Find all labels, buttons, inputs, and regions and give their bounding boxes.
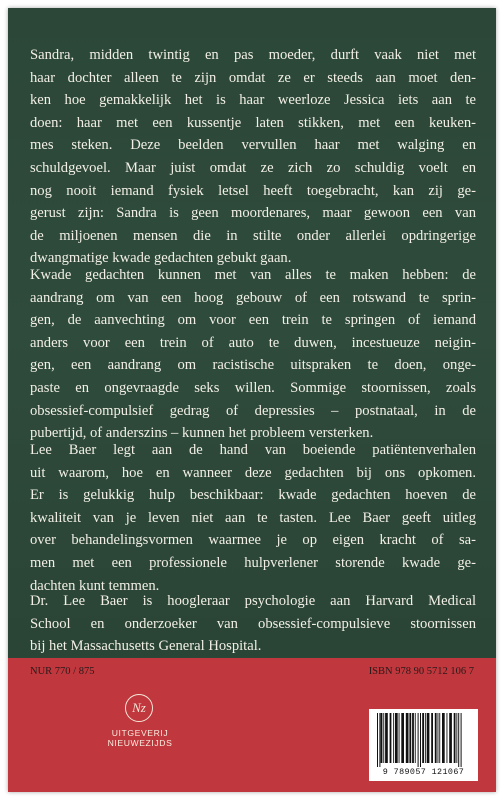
- text-line: gen, de aanvechting om voor een trein te springen of iemand: [30, 312, 476, 329]
- barcode-bar: [458, 713, 459, 767]
- barcode-bar: [377, 713, 378, 767]
- isbn-code: ISBN 978 90 5712 106 7: [368, 666, 474, 677]
- paragraph-lee-baer: [30, 439, 476, 597]
- barcode-bar: [383, 713, 384, 763]
- barcode-bar: [399, 713, 400, 763]
- text-line: schuldgevoel. Maar juist omdat ze zich zo schuldig voelt en: [30, 159, 476, 176]
- text-line: dwangmatige kwade gedachten gebukt gaan.: [30, 250, 292, 267]
- barcode-bar: [442, 713, 445, 763]
- publisher-logo: [125, 694, 153, 722]
- text-line: School en onderzoeker van obsessief-compulsieve stoornissen: [30, 615, 476, 632]
- text-line: kwaliteit van je leven niet aan te tasten. Lee Baer geeft uitleg: [30, 509, 476, 526]
- barcode-bar: [435, 713, 437, 763]
- barcode-bar: [454, 713, 456, 763]
- text-line: Lee Baer legt aan de hand van boeiende patiëntenverhalen: [30, 442, 476, 458]
- book-back-cover: [8, 8, 496, 792]
- barcode-bar: [422, 713, 424, 763]
- barcode-bar: [393, 713, 394, 763]
- paragraph-sandra: [30, 44, 476, 270]
- text-line: gerust zijn: Sandra is geen moordenares, maar gewoon een van: [30, 205, 476, 222]
- text-line: Kwade gedachten kunnen met van alles te maken hebben: de: [30, 267, 476, 283]
- text-line: over behandelingsvormen waarmee je op eigen kracht of sa-: [30, 532, 476, 549]
- barcode-bar: [390, 713, 392, 763]
- text-line: men met een professionele hulpverlener storende kwade ge-: [30, 554, 476, 571]
- barcode-bar: [409, 713, 411, 763]
- barcode-bars: [375, 713, 472, 767]
- text-line: ken hoe gemakkelijk het is haar weerloze Jessica iets aan te: [30, 92, 476, 109]
- text-line: Dr. Lee Baer is hoogleraar psychologie aan Harvard Medical: [30, 593, 476, 609]
- text-line: doen: haar met een kussentje laten stikken, met een keuken-: [30, 114, 476, 131]
- text-line: paste en ongevraagde seks willen. Sommige stoornissen, zoals: [30, 379, 476, 396]
- text-line: obsessief-compulsief gedrag of depressies – postnataal, in de: [30, 402, 476, 419]
- barcode-bar: [401, 713, 404, 763]
- barcode-bar: [395, 713, 398, 763]
- text-line: nog nooit iemand fysiek letsel heeft toegebracht, kan zij ge-: [30, 182, 476, 199]
- barcode-bar: [385, 713, 388, 763]
- barcode-bar: [406, 713, 409, 763]
- text-line: de miljoenen mensen die in stilte onder allerlei opdringerige: [30, 227, 476, 244]
- barcode: [369, 709, 478, 781]
- barcode-bar: [438, 713, 439, 763]
- text-line: aandrang om van een hoog gebouw of een rotswand te sprin-: [30, 289, 476, 306]
- text-line: dachten kunt temmen.: [30, 577, 160, 594]
- text-line: mes steken. Deze beelden vervullen haar met walging en: [30, 137, 476, 154]
- barcode-bar: [425, 713, 426, 763]
- barcode-bar: [415, 713, 416, 763]
- barcode-bar: [412, 713, 414, 763]
- barcode-bar: [461, 713, 462, 767]
- barcode-bar: [431, 713, 433, 763]
- barcode-number: 9 789057 121067: [382, 767, 465, 777]
- text-line: gen, een aandrang om racistische uitspraken te doen, onge-: [30, 357, 476, 374]
- nur-code: NUR 770 / 875: [30, 666, 95, 677]
- paragraph-kwade-gedachten: [30, 264, 476, 445]
- barcode-bar: [418, 713, 419, 767]
- paragraph-author-bio: [30, 590, 476, 658]
- barcode-bar: [420, 713, 421, 767]
- publisher-name: UITGEVERIJ NIEUWEZIJDS: [107, 728, 173, 748]
- text-line: uit waarom, hoe en wanneer deze gedachten bij ons opkomen.: [30, 464, 476, 481]
- text-line: anders voor een trein of auto te duwen, incestueuze neigin-: [30, 334, 476, 351]
- barcode-bar: [381, 713, 383, 763]
- barcode-bar: [447, 713, 448, 763]
- barcode-bar: [456, 713, 457, 763]
- barcode-bar: [379, 713, 380, 767]
- text-line: pubertijd, of anderszins – kunnen het probleem versterken.: [30, 425, 374, 442]
- text-line: Sandra, midden twintig en pas moeder, durft vaak niet met: [30, 47, 476, 63]
- publisher-logo-text: Nz: [132, 700, 146, 715]
- text-line: haar dochter alleen te zijn omdat ze er steeds aan moet den-: [30, 69, 476, 86]
- barcode-bar: [427, 713, 430, 763]
- barcode-bar: [439, 713, 440, 763]
- text-line: bij het Massachusetts General Hospital.: [30, 638, 262, 655]
- barcode-bar: [449, 713, 452, 763]
- text-line: Er is gelukkig hulp beschikbaar: kwade gedachten hoeven de: [30, 487, 476, 504]
